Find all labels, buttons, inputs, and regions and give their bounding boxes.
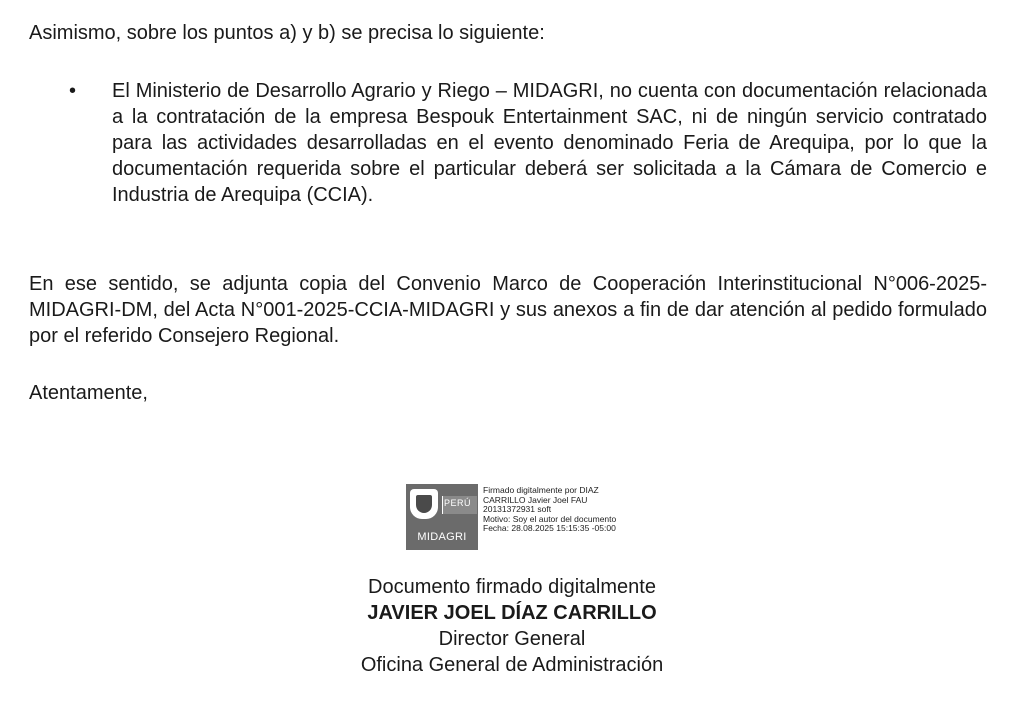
coat-of-arms-icon	[410, 489, 438, 519]
logo-country-text: PERÚ	[444, 498, 472, 508]
bullet-marker: •	[69, 80, 77, 102]
signer-position: Director General	[438, 628, 586, 650]
signature-line: CARRILLO Javier Joel FAU	[483, 494, 588, 505]
bullet-item	[29, 78, 987, 208]
signer-name: JAVIER JOEL DÍAZ CARRILLO	[367, 602, 657, 624]
intro-paragraph: Asimismo, sobre los puntos a) y b) se precisa lo siguiente:	[29, 22, 545, 44]
signature-line: Motivo: Soy el autor del documento	[483, 513, 617, 524]
signer-office: Oficina General de Administración	[360, 654, 664, 676]
signature-details	[483, 486, 703, 534]
bullet-text: El Ministerio de Desarrollo Agrario y Riego – MIDAGRI, no cuenta con documentación relacionada a la contratación de la empresa Bespouk Entertainment SAC, ni de ningún servicio contratado para las actividades desarrolladas en el evento denominado Feria de Arequipa, por lo que la documentación requerida sobre el particular deberá ser solicitada a la Cámara de Comercio e Industria de Arequipa (CCIA).	[112, 80, 987, 206]
signature-line: 20131372931 soft	[483, 504, 552, 514]
logo-label: MIDAGRI	[417, 531, 467, 543]
signed-caption: Documento firmado digitalmente	[368, 576, 656, 598]
midagri-logo	[406, 484, 478, 550]
signer-block	[0, 574, 1024, 678]
signature-line: Firmado digitalmente por DIAZ	[483, 485, 599, 495]
digital-signature-stamp	[406, 484, 706, 552]
attachment-paragraph: En ese sentido, se adjunta copia del Convenio Marco de Cooperación Interinstitucional N°006-2025-MIDAGRI-DM, del Acta N°001-2025-CCIA-MIDAGRI y sus anexos a fin de dar atención al pedido formulado por el referido Consejero Regional.	[29, 273, 987, 347]
signature-line: Fecha: 28.08.2025 15:15:35 -05:00	[483, 523, 616, 533]
closing-salutation: Atentamente,	[29, 382, 148, 404]
